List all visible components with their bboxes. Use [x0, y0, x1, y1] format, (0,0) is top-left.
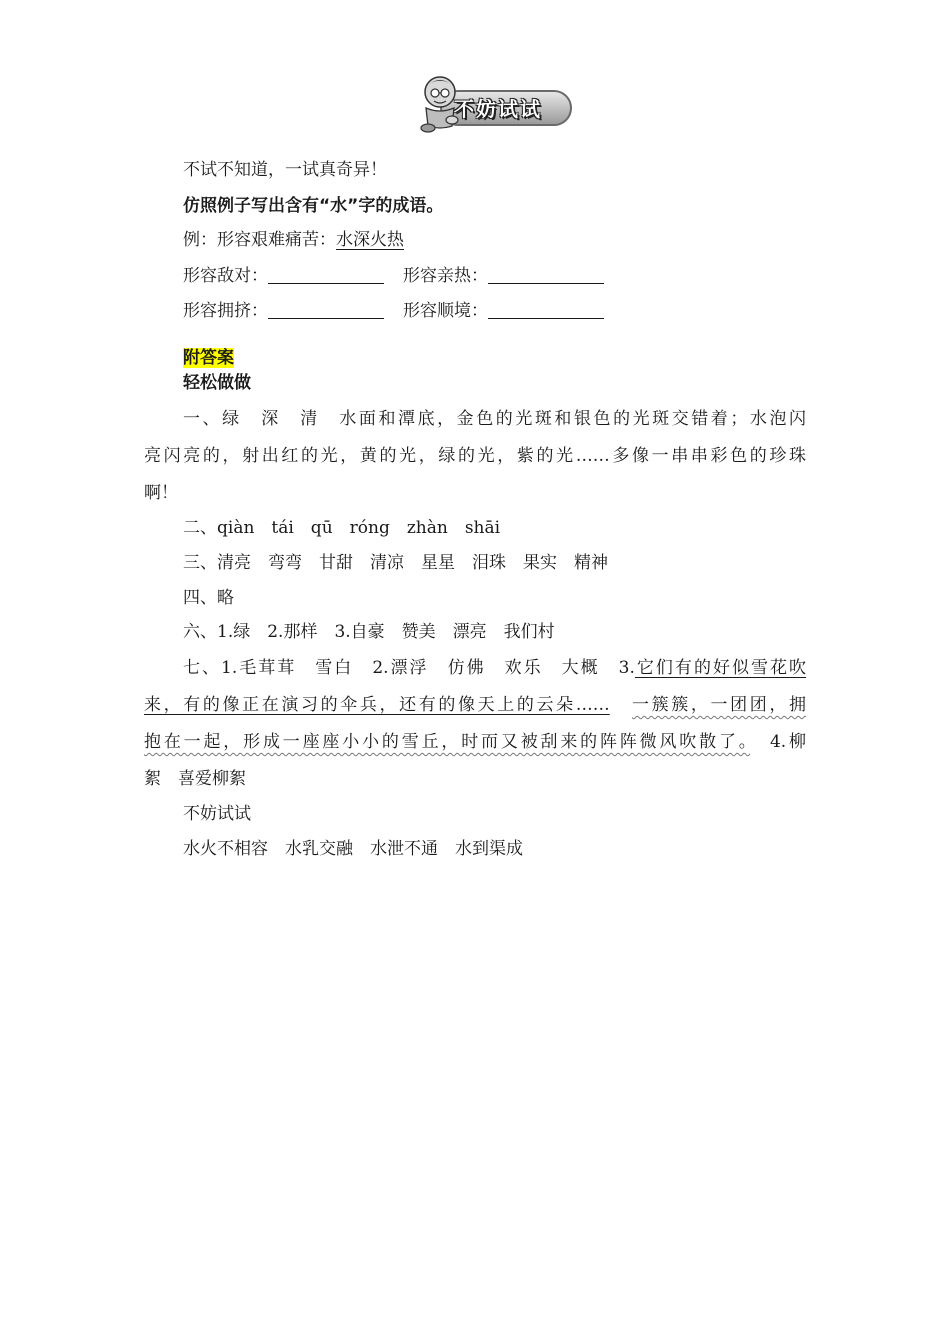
- answer-7-line-3: [144, 732, 806, 752]
- answer-3: 三、清亮 弯弯 甘甜 清凉 星星 泪珠 果实 精神: [183, 553, 608, 573]
- answer-4: 四、略: [183, 588, 234, 608]
- example-prefix: 例：形容艰难痛苦：: [183, 230, 336, 250]
- answers-title-text: 附答案: [183, 348, 234, 368]
- section-heading-1: 轻松做做: [183, 373, 251, 393]
- fill-label: 形容顺境：: [403, 301, 488, 321]
- example-line: [183, 230, 404, 250]
- fill-label: 形容亲热：: [403, 266, 488, 286]
- answer-1-line-2: 亮闪亮的，射出红的光，黄的光，绿的光，紫的光……多像一串串彩色的珍珠: [144, 446, 806, 466]
- fill-blank[interactable]: [488, 300, 604, 319]
- fill-label: 形容拥挤：: [183, 301, 268, 321]
- answer-7-line-1: [183, 658, 806, 678]
- answer-7-line-4: 絮 喜爱柳絮: [144, 769, 246, 789]
- answer-1-line-3: 啊！: [144, 483, 178, 503]
- example-answer: 水深火热: [336, 230, 404, 250]
- fill-label: 形容敌对：: [183, 266, 268, 286]
- answer-6: 六、1.绿 2.那样 3.自豪 赞美 漂亮 我们村: [183, 622, 555, 642]
- answer-7-plain: 4.柳: [769, 732, 806, 752]
- answer-1-line-1: 一、绿 深 清 水面和潭底，金色的光斑和银色的光斑交错着；水泡闪: [183, 409, 806, 429]
- answers-title: [183, 348, 234, 368]
- answer-7-wavy: 一簇簇，一团团，拥: [632, 695, 806, 715]
- section-heading-2: 不妨试试: [183, 804, 251, 824]
- fill-row-2: [183, 300, 604, 321]
- answer-7-plain: 七、1.毛茸茸 雪白 2.漂浮 仿佛 欢乐 大概 3.: [183, 658, 635, 678]
- answer-7-line-2: [144, 695, 806, 715]
- banner-label: 不妨试试: [454, 97, 542, 121]
- fill-row-1: [183, 265, 604, 286]
- answer-b1: 水火不相容 水乳交融 水泄不通 水到渠成: [183, 839, 523, 859]
- answer-7-underlined: 它们有的好似雪花吹: [634, 658, 806, 678]
- fill-blank[interactable]: [268, 265, 384, 284]
- fill-blank[interactable]: [268, 300, 384, 319]
- answer-7-wavy: 抱在一起，形成一座座小小的雪丘，时而又被刮来的阵阵微风吹散了。: [144, 732, 751, 752]
- task-heading: 仿照例子写出含有“水”字的成语。: [183, 196, 444, 216]
- fill-blank[interactable]: [488, 265, 604, 284]
- section-banner: [410, 70, 575, 134]
- intro-text: 不试不知道，一试真奇异！: [183, 160, 387, 180]
- answer-7-underlined: 来，有的像正在演习的伞兵，还有的像天上的云朵……: [144, 695, 610, 715]
- answer-2: 二、qiàn tái qū róng zhàn shāi: [183, 518, 501, 538]
